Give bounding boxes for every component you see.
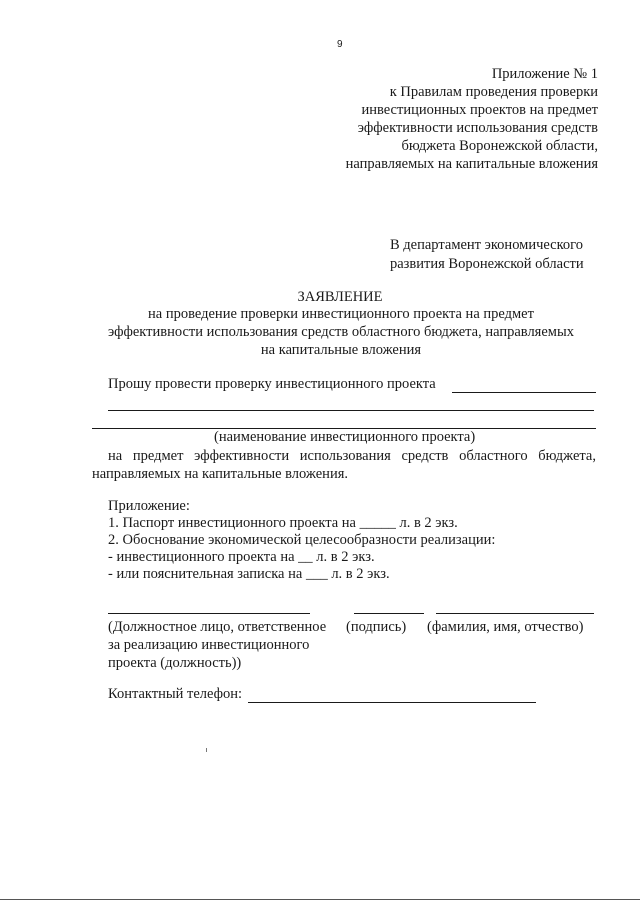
position-label: (Должностное лицо, ответственное xyxy=(108,619,327,635)
subtitle-line: эффективности использования средств областного бюджета, направляемых xyxy=(108,324,574,340)
attachments-label: Приложение: xyxy=(108,498,190,514)
addressee-line: В департамент экономического xyxy=(390,237,584,253)
phone-line[interactable] xyxy=(248,702,536,703)
project-name-line[interactable] xyxy=(452,392,596,393)
position-label: за реализацию инвестиционного xyxy=(108,637,310,653)
full-name-line[interactable] xyxy=(436,613,594,614)
purpose-text: направляемых на капитальные вложения. xyxy=(92,466,348,482)
page-number: 9 xyxy=(337,39,343,50)
signature-label: (подпись) xyxy=(346,619,407,635)
subtitle-line: на капитальные вложения xyxy=(260,342,422,358)
appendix-line: к Правилам проведения проверки xyxy=(389,84,598,100)
position-label: проекта (должность)) xyxy=(108,655,242,671)
full-name-label: (фамилия, имя, отчество) xyxy=(427,619,584,635)
bottom-page-edge xyxy=(0,899,640,900)
attachment-item: - или пояснительная записка на ___ л. в 2 экз. xyxy=(108,566,390,582)
phone-label: Контактный телефон: xyxy=(108,686,243,702)
subtitle-line: на проведение проверки инвестиционного проекта на предмет xyxy=(148,306,534,322)
scan-speck xyxy=(206,748,207,752)
appendix-line: направляемых на капитальные вложения xyxy=(345,156,598,172)
project-name-hint: (наименование инвестиционного проекта) xyxy=(214,429,476,445)
purpose-text: на предмет эффективности использования средств областного бюджета, xyxy=(108,448,596,464)
signature-line[interactable] xyxy=(354,613,424,614)
appendix-line: бюджета Воронежской области, xyxy=(401,138,598,154)
appendix-line: Приложение № 1 xyxy=(491,66,598,82)
appendix-line: инвестиционных проектов на предмет xyxy=(361,102,598,118)
project-name-line[interactable] xyxy=(108,410,594,411)
position-signature-line[interactable] xyxy=(108,613,310,614)
attachment-item: 1. Паспорт инвестиционного проекта на _____ л. в 2 экз. xyxy=(108,515,458,531)
document-title: ЗАЯВЛЕНИЕ xyxy=(297,289,383,305)
attachment-item: - инвестиционного проекта на __ л. в 2 экз. xyxy=(108,549,375,565)
attachment-item: 2. Обоснование экономической целесообразности реализации: xyxy=(108,532,496,548)
request-text: Прошу провести проверку инвестиционного проекта xyxy=(108,376,436,392)
addressee-line: развития Воронежской области xyxy=(390,256,584,272)
appendix-line: эффективности использования средств xyxy=(357,120,598,136)
